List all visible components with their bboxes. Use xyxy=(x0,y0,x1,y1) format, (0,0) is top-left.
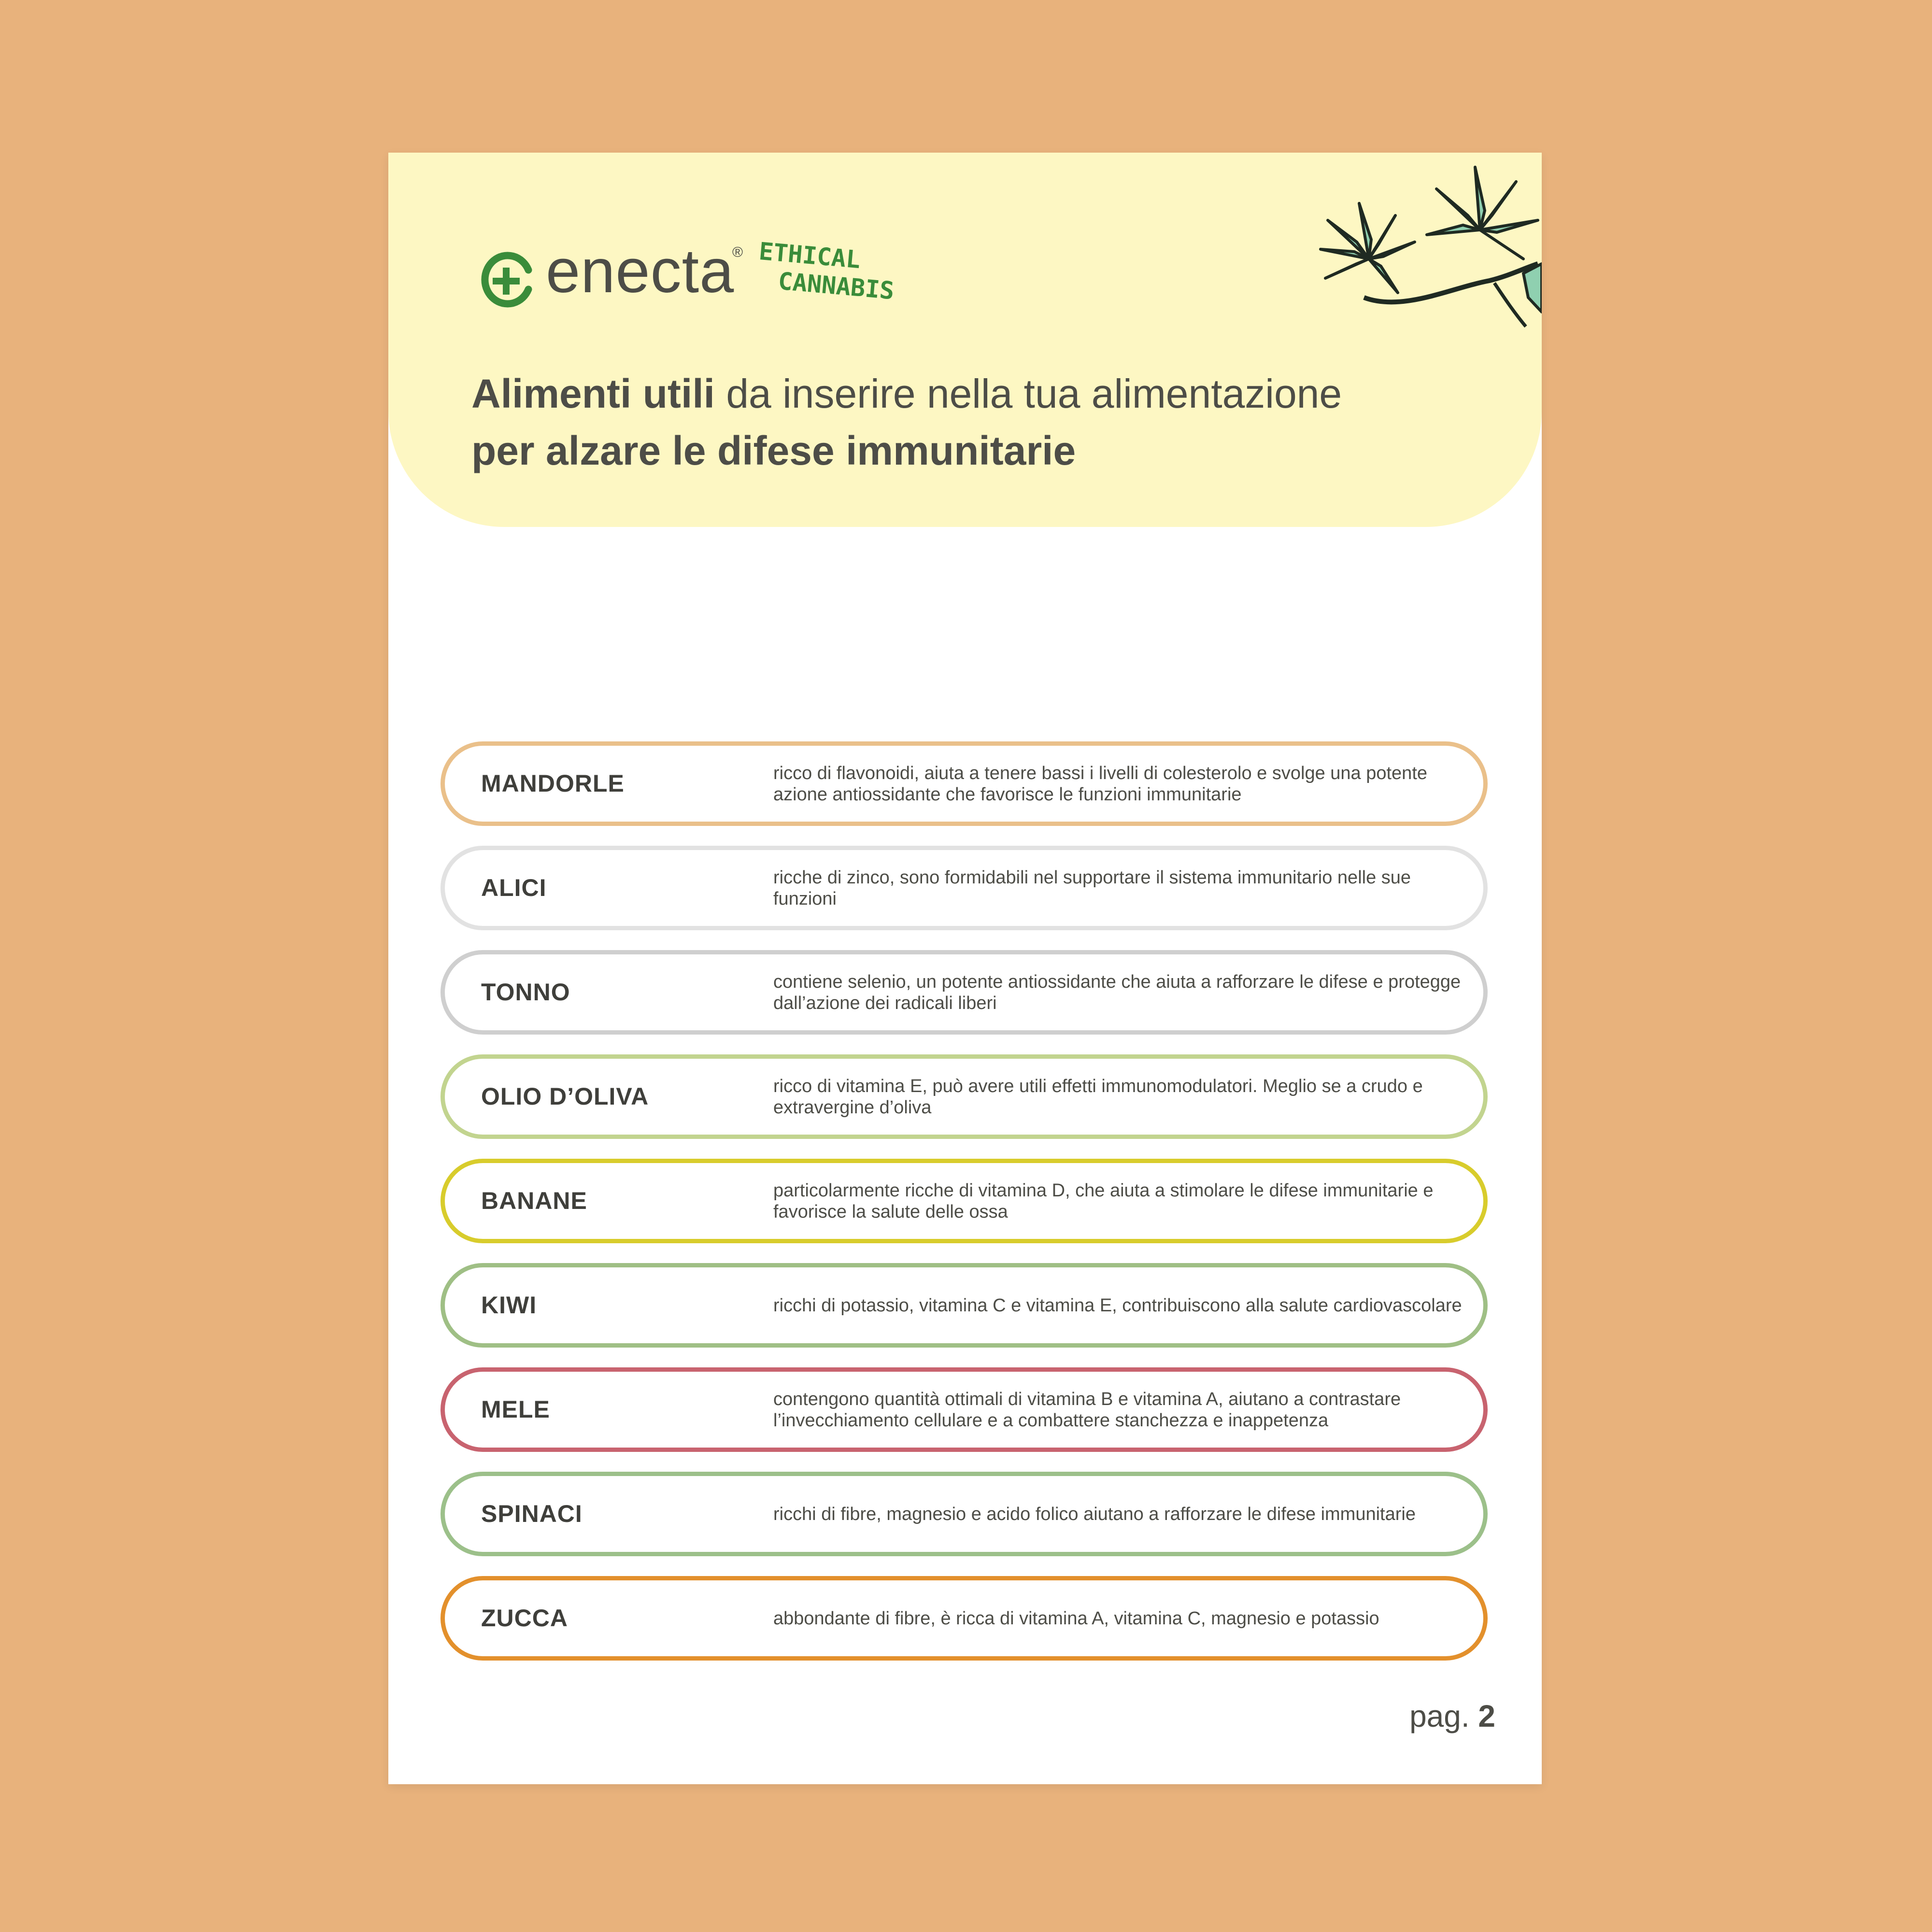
food-name: TONNO xyxy=(481,979,570,1006)
food-description: particolarmente ricche di vitamina D, che aiuta a stimolare le difese immunitarie e favorisce la salute delle ossa xyxy=(773,1180,1434,1222)
food-row xyxy=(440,1054,1488,1139)
food-name: ALICI xyxy=(481,874,547,901)
food-description: contengono quantità ottimali di vitamina B e vitamina A, aiutano a contrastare l’invecchiamento cellulare e a combattere stanchezza e inappetenza xyxy=(773,1389,1401,1431)
food-row xyxy=(440,950,1488,1035)
page-number xyxy=(1409,1698,1495,1734)
food-description: ricco di vitamina E, può avere utili effetti immunomodulatori. Meglio se a crudo e extravergine d’oliva xyxy=(773,1076,1423,1118)
food-row xyxy=(440,1367,1488,1452)
hemp-leaves-icon xyxy=(1296,153,1542,331)
page-title xyxy=(471,365,1342,479)
food-name: ZUCCA xyxy=(481,1605,568,1632)
tagline-line1: ETHICAL xyxy=(757,237,862,274)
enecta-logo-icon xyxy=(480,252,536,312)
food-row xyxy=(440,1263,1488,1348)
brand-name: enecta xyxy=(546,237,735,306)
title-regular-part: da inserire nella tua alimentazione xyxy=(715,371,1342,416)
document-page xyxy=(388,153,1542,1784)
tagline-line2: CANNABIS xyxy=(777,267,895,305)
title-second-line: per alzare le difese immunitarie xyxy=(471,428,1076,473)
page-label: pag. xyxy=(1409,1699,1470,1733)
food-description: contiene selenio, un potente antiossidante che aiuta a rafforzare le difese e protegge dall’azione dei radicali liberi xyxy=(773,971,1461,1013)
food-name: SPINACI xyxy=(481,1500,582,1527)
food-description: ricchi di potassio, vitamina C e vitamina E, contribuiscono alla salute cardiovascolare xyxy=(773,1295,1462,1316)
food-row xyxy=(440,1159,1488,1243)
food-row xyxy=(440,1472,1488,1556)
food-row xyxy=(440,846,1488,930)
food-name: MELE xyxy=(481,1396,550,1423)
page-number-value: 2 xyxy=(1478,1699,1495,1733)
title-bold-part: Alimenti utili xyxy=(471,371,715,416)
registered-mark: ® xyxy=(732,244,743,260)
food-name: OLIO D’OLIVA xyxy=(481,1083,649,1110)
food-name: KIWI xyxy=(481,1292,537,1319)
food-row xyxy=(440,741,1488,826)
food-name: MANDORLE xyxy=(481,770,625,797)
foods-list xyxy=(440,741,1488,1680)
food-description: ricco di flavonoidi, aiuta a tenere bassi i livelli di colesterolo e svolge una potente azione antiossidante che favorisce le funzioni immunitarie xyxy=(773,763,1428,805)
food-description: ricche di zinco, sono formidabili nel supportare il sistema immunitario nelle sue funzioni xyxy=(773,867,1411,909)
food-row xyxy=(440,1576,1488,1661)
food-description: abbondante di fibre, è ricca di vitamina A, vitamina C, magnesio e potassio xyxy=(773,1608,1379,1629)
food-description: ricchi di fibre, magnesio e acido folico aiutano a rafforzare le difese immunitarie xyxy=(773,1504,1416,1524)
brand-tagline xyxy=(755,237,898,305)
food-name: BANANE xyxy=(481,1187,587,1214)
